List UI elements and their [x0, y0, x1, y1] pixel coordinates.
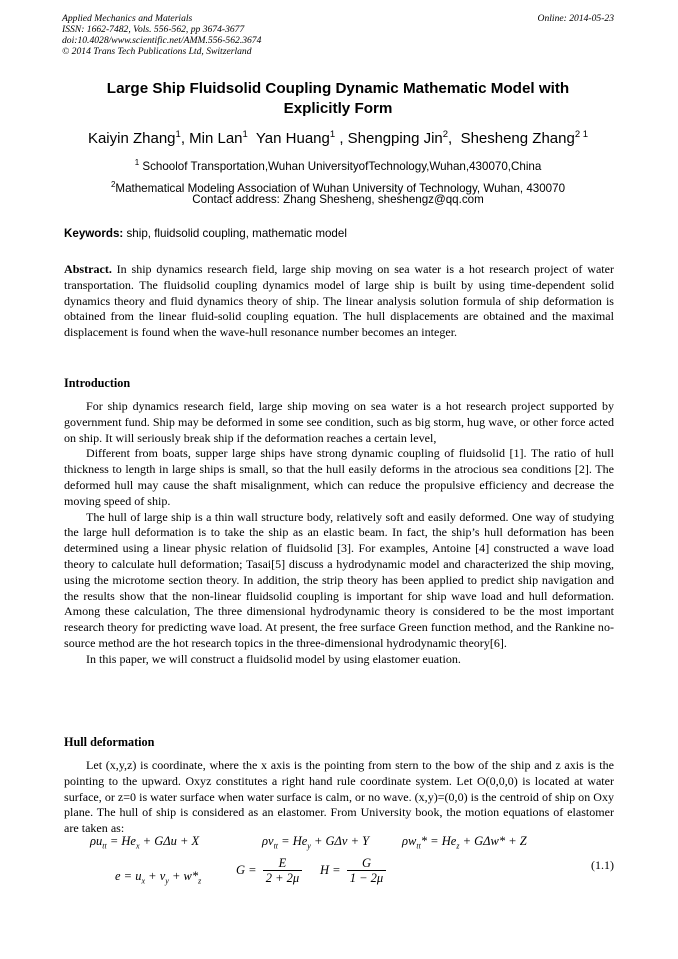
- copyright-line: © 2014 Trans Tech Publications Ltd, Switzerland: [62, 46, 252, 57]
- author-separator: ,: [335, 130, 348, 147]
- author-affiliation-mark: 2: [442, 129, 449, 140]
- author-affiliation-mark: 1: [175, 129, 181, 140]
- equation-h: H = $\frac{G}{1 - 2\mu}$: [320, 856, 389, 886]
- author-affiliation-mark: 1: [329, 129, 336, 140]
- author: [256, 130, 348, 147]
- affiliation-1: $^1$ Schoolof Transportation,Wuhan UniversityofTechnology,Wuhan,430070,China: [134, 158, 542, 173]
- contact-address: Contact address: Zhang Shesheng, sheshengz@qq.com: [192, 193, 484, 206]
- keywords-label: Keywords:: [64, 227, 124, 240]
- paragraph: The hull of large ship is a thin wall structure body, relatively soft and easily deformed. One way of studying the large hull deformation is to take the ship as an elastic beam. In fact, the ship’s hull deformation has been determined using a linear physic relation of fluidsolid [3]. For examples, Antoine [4] constructed a wave load theory to calculate hull deformation; Tasai[5] discuss a hydrodynamic model and characterized the ship moving, using the microtome section theory. In addition, the strip theory has been applied to predict ship navigation and the results show that the non-linear fluidsolid coupling is important for ship wave load and hull deformation. Among these calculation, The three dimensional hydrodynamic theory is considered to be the most important research theory for predicting wave load. At present, the free surface Green function method, and the Rankine no-source method are the hot research topics in the three-dimensional hydrodynamic theory[6].: [64, 509, 614, 650]
- author-name: Shesheng Zhang: [460, 130, 575, 147]
- journal-name: Applied Mechanics and Materials: [62, 13, 193, 24]
- abstract: Abstract. In ship dynamics research field, large ship moving on sea water is a hot research project of water transportation. The fluidsolid coupling dynamics model of large ship is built by using time-dependent solid dynamics theory and fluid dynamics theory of ship. The linear analysis solution formula of ship deformation is obtained from the linear fluid-solid coupling equation. The hull displacements are obtained and the maximal displacement is found when the wave-hull resonance number becomes an integer.: [64, 262, 614, 340]
- author-affiliation-mark: 1: [242, 129, 248, 140]
- author: [461, 130, 588, 147]
- abstract-label: Abstract.: [64, 262, 112, 276]
- author-name: Yan Huang: [255, 130, 330, 147]
- author-name: Shengping Jin: [347, 130, 443, 147]
- author: [88, 130, 189, 147]
- affiliation-2: $^2$Mathematical Modeling Association of Wuhan University of Technology, Wuhan, 430070: [110, 180, 566, 195]
- equation-e: $e = u_x + v_y + w*_z$: [115, 869, 202, 886]
- journal-header: [62, 13, 614, 57]
- section-heading-introduction: Introduction: [64, 376, 131, 390]
- author: [189, 130, 256, 147]
- doi-line: doi:10.4028/www.scientific.net/AMM.556-562.3674: [62, 35, 262, 46]
- equation-number: (1.1): [591, 858, 614, 872]
- introduction-body: [64, 399, 614, 668]
- paper-title: Large Ship Fluidsolid Coupling Dynamic Mathematic Model with Explicitly Form: [106, 80, 570, 117]
- author-affiliation-mark: 2 1: [574, 129, 589, 140]
- author-separator: [248, 130, 256, 147]
- paragraph: For ship dynamics research field, large ship moving on sea water is a hot research project supported by government fund. Ship may be deformed in some see condition, such as big storm, hug wave, or other force acted on ship. It will seriously break ship if the deformation reaches a certain level,: [64, 399, 614, 445]
- issn-line: ISSN: 1662-7482, Vols. 556-562, pp 3674-3677: [62, 24, 245, 35]
- author-separator: ,: [448, 130, 461, 147]
- equation-g: G = $\frac{E}{2 + 2\mu}$: [236, 856, 305, 886]
- paragraph: Let (x,y,z) is coordinate, where the x axis is the pointing from stern to the bow of the ship and z axis is the pointing to the upward. Oxyz constitutes a right hand rule coordinate system. Let O(0,0,0) is located at water surface, or z=0 is water surface when water surface is calm, or no wave. (x,y)=(0,0) is the centroid of ship on Oxy plane. The hull of ship is considered as an elastomer. From University book, the motion equations of elastomer are taken as:: [64, 758, 614, 836]
- paragraph: Different from boats, supper large ships have strong dynamic coupling of fluidsolid [1]. The ratio of hull thickness to length in large ships is small, so that the hull easily deforms in the atrocious sea conditions [2]. The deformed hull may cause the shaft misalignment, which can reduce the propulsive efficiency and decrease the moving speed of ship.: [64, 446, 614, 508]
- author-list: [62, 125, 614, 149]
- equation-u: $\rho u_{tt} = He_x + G\Delta u + X$: [90, 834, 200, 851]
- author-name: Min Lan: [189, 130, 243, 147]
- paragraph: In this paper, we will construct a fluidsolid model by using elastomer euation.: [86, 651, 461, 666]
- online-date: Online: 2014-05-23: [537, 13, 614, 24]
- author: [348, 130, 461, 147]
- author-name: Kaiyin Zhang: [87, 130, 176, 147]
- equation-w: $\rho w_{tt}* = He_z + G\Delta w* + Z$: [402, 834, 527, 851]
- author-separator: ,: [180, 130, 190, 147]
- hull-deformation-body: [64, 758, 614, 837]
- equation-v: $\rho v_{tt} = He_y + G\Delta v + Y$: [262, 834, 370, 851]
- keywords: Keywords: ship, fluidsolid coupling, mathematic model: [64, 227, 347, 240]
- section-heading-hull-deformation: Hull deformation: [64, 735, 155, 749]
